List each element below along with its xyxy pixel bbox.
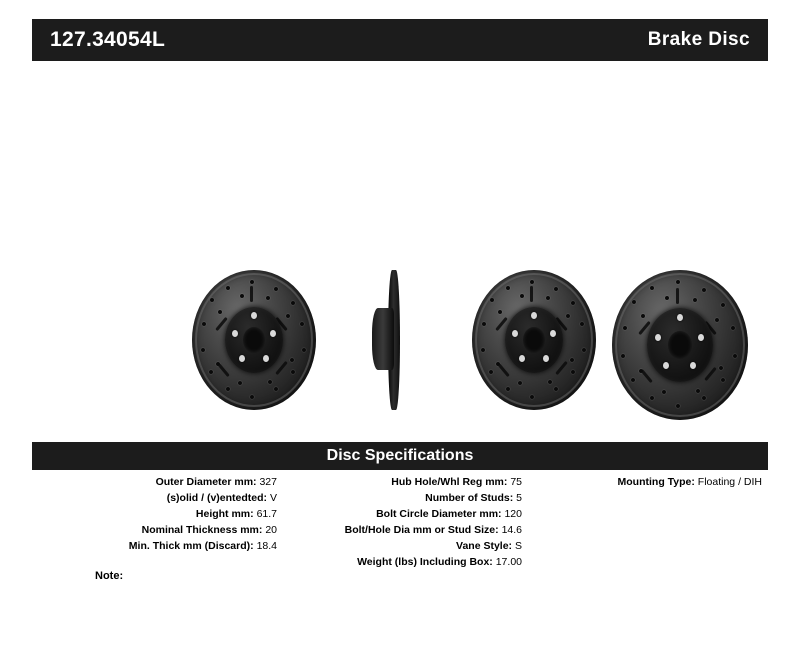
wheel-stud [690, 362, 696, 369]
spec-column-middle [277, 474, 522, 570]
spec-label: Height mm: [195, 508, 254, 520]
spec-label: Number of Studs: [425, 492, 514, 504]
wheel-stud [232, 330, 238, 337]
wheel-stud [655, 334, 661, 341]
spec-label: Nominal Thickness mm: [141, 524, 263, 536]
header-bar [32, 19, 768, 61]
spec-row [277, 522, 522, 538]
rotor-front-far-right-image [612, 270, 748, 420]
spec-section-title: Disc Specifications [326, 447, 474, 464]
page-title: Brake Disc [647, 29, 750, 50]
rotor-face [192, 270, 316, 410]
spec-label: Bolt/Hole Dia mm or Stud Size: [344, 524, 499, 536]
rotor-edge-hat [372, 308, 394, 370]
note-label: Note: [95, 570, 124, 582]
spec-value: 327 [259, 476, 277, 488]
part-number: 127.34054L [50, 28, 166, 51]
spec-value: 5 [516, 492, 522, 504]
spec-value: S [514, 540, 522, 552]
spec-label: Outer Diameter mm: [155, 476, 257, 488]
spec-value: 17.00 [495, 556, 522, 568]
rotor-center-bore [243, 327, 265, 353]
product-images [32, 270, 768, 440]
rotor-edge-image [372, 270, 418, 410]
spec-label: (s)olid / (v)entedted: [166, 492, 268, 504]
wheel-stud [543, 355, 549, 362]
rotor-center-bore [668, 331, 692, 359]
rotor-center-bore [523, 327, 545, 353]
spec-value: 18.4 [256, 540, 277, 552]
spec-row [522, 474, 762, 490]
wheel-stud [239, 355, 245, 362]
rotor-face [612, 270, 748, 420]
spec-value: 75 [510, 476, 522, 488]
spec-label: Weight (lbs) Including Box: [357, 556, 493, 568]
wheel-stud [251, 312, 257, 319]
wheel-stud [531, 312, 537, 319]
wheel-stud [519, 355, 525, 362]
spec-row [277, 554, 522, 570]
spec-value: 20 [265, 524, 277, 536]
spec-row [277, 490, 522, 506]
wheel-stud [270, 330, 276, 337]
spec-row [32, 506, 277, 522]
spec-row [277, 474, 522, 490]
wheel-stud [698, 334, 704, 341]
rotor-face [472, 270, 596, 410]
spec-value: 61.7 [256, 508, 277, 520]
spec-value: 120 [504, 508, 522, 520]
rotor-front-left-image [192, 270, 316, 410]
spec-label: Mounting Type: [617, 476, 695, 488]
wheel-stud [663, 362, 669, 369]
spec-row [32, 490, 277, 506]
spec-label: Min. Thick mm (Discard): [128, 540, 254, 552]
spec-column-left [32, 474, 277, 554]
spec-value: Floating / DIH [697, 476, 762, 488]
spec-column-right [522, 474, 768, 490]
spec-row [277, 506, 522, 522]
spec-value: 14.6 [501, 524, 522, 536]
spec-label: Bolt Circle Diameter mm: [376, 508, 502, 520]
spec-label: Hub Hole/Whl Reg mm: [391, 476, 508, 488]
spec-row [277, 538, 522, 554]
spec-row [32, 522, 277, 538]
wheel-stud [263, 355, 269, 362]
spec-row [32, 474, 277, 490]
wheel-stud [512, 330, 518, 337]
rotor-front-right-image [472, 270, 596, 410]
wheel-stud [550, 330, 556, 337]
wheel-stud [677, 314, 683, 321]
spec-value: V [269, 492, 277, 504]
spec-label: Vane Style: [456, 540, 513, 552]
spec-section-bar [32, 442, 768, 470]
spec-row [32, 538, 277, 554]
